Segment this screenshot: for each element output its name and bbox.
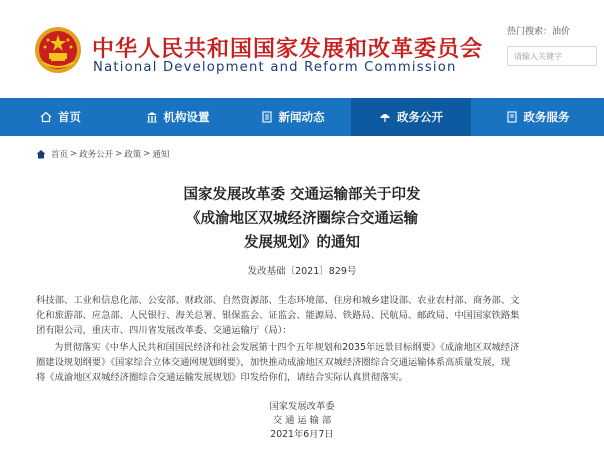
breadcrumb-separator: >	[70, 149, 78, 159]
nav-item-label: 新闻动态	[278, 110, 325, 124]
breadcrumb-link-notice[interactable]: 通知	[152, 150, 170, 160]
breadcrumb-separator: >	[143, 149, 151, 159]
signatory-mot: 交 通 运 输 部	[272, 415, 332, 426]
breadcrumb	[36, 148, 169, 160]
nav-item-label: 首页	[58, 110, 81, 124]
site-title-en[interactable]: National Development and Reform Commission	[93, 60, 457, 75]
body-line: 圈建设规划纲要》《国家综合立体交通网规划纲要》，加快推动成渝地区双城经济圈综合交通运输体系高质量发展，现	[36, 357, 511, 368]
search-input[interactable]: 请输入关键字	[507, 46, 597, 66]
globe-icon	[379, 111, 391, 123]
hot-search	[507, 24, 570, 37]
body-line: 将《成渝地区双城经济圈综合交通运输发展规划》印发给你们，请结合实际认真贯彻落实。	[36, 372, 408, 383]
document-icon	[506, 111, 518, 123]
home-icon[interactable]	[36, 149, 46, 159]
signatory-ndrc: 国家发展改革委	[269, 401, 335, 412]
nav-item-label: 机构设置	[163, 110, 210, 124]
article-title-line: 发展规划》的通知	[244, 235, 360, 251]
recipients-line: 科技部、工业和信息化部、公安部、财政部、自然资源部、生态环境部、住房和城乡建设部、农业农村部、商务部、文	[36, 295, 520, 306]
nav-item-label: 政务服务	[523, 110, 570, 124]
breadcrumb-link-home[interactable]: 首页	[51, 150, 69, 160]
main-nav	[0, 98, 604, 136]
national-emblem-icon[interactable]	[34, 26, 82, 74]
site-header	[0, 0, 604, 98]
nav-item-label: 政务公开	[397, 110, 443, 124]
document-date: 2021年6月7日	[270, 429, 334, 440]
building-icon	[146, 111, 158, 123]
breadcrumb-link-policy[interactable]: 政策	[124, 150, 142, 160]
recipients-line: 化和旅游部、应急部、人民银行、海关总署、银保监会、证监会、能源局、铁路局、民航局、邮政局、中国国家铁路集	[36, 310, 520, 321]
nav-item-government-affairs[interactable]	[351, 98, 471, 136]
nav-item-news[interactable]	[234, 98, 351, 136]
recipients-line: 团有限公司，重庆市、四川省发展改革委、交通运输厅（局）：	[36, 325, 292, 336]
breadcrumb-separator: >	[115, 149, 123, 159]
hot-search-word-link[interactable]: 油价	[552, 27, 571, 37]
document-icon	[261, 111, 273, 123]
hot-search-label: 热门搜索：	[507, 27, 553, 37]
home-icon	[40, 111, 52, 123]
site-title-cn[interactable]: 中华人民共和国国家发展和改革委员会	[92, 37, 484, 62]
article-title-line: 《成渝地区双城经济圈综合交通运输	[186, 211, 418, 227]
nav-item-home[interactable]	[0, 98, 121, 136]
body-line: 为贯彻落实《中华人民共和国国民经济和社会发展第十四个五年规划和2035年远景目标纲要》《成渝地区双城经济	[54, 342, 520, 353]
nav-item-services[interactable]	[471, 98, 604, 136]
article-title-line: 国家发展改革委 交通运输部关于印发	[183, 187, 421, 203]
document-number: 发改基础〔2021〕829号	[247, 266, 357, 277]
breadcrumb-link-gov[interactable]: 政务公开	[79, 150, 114, 160]
nav-item-organization[interactable]	[121, 98, 234, 136]
